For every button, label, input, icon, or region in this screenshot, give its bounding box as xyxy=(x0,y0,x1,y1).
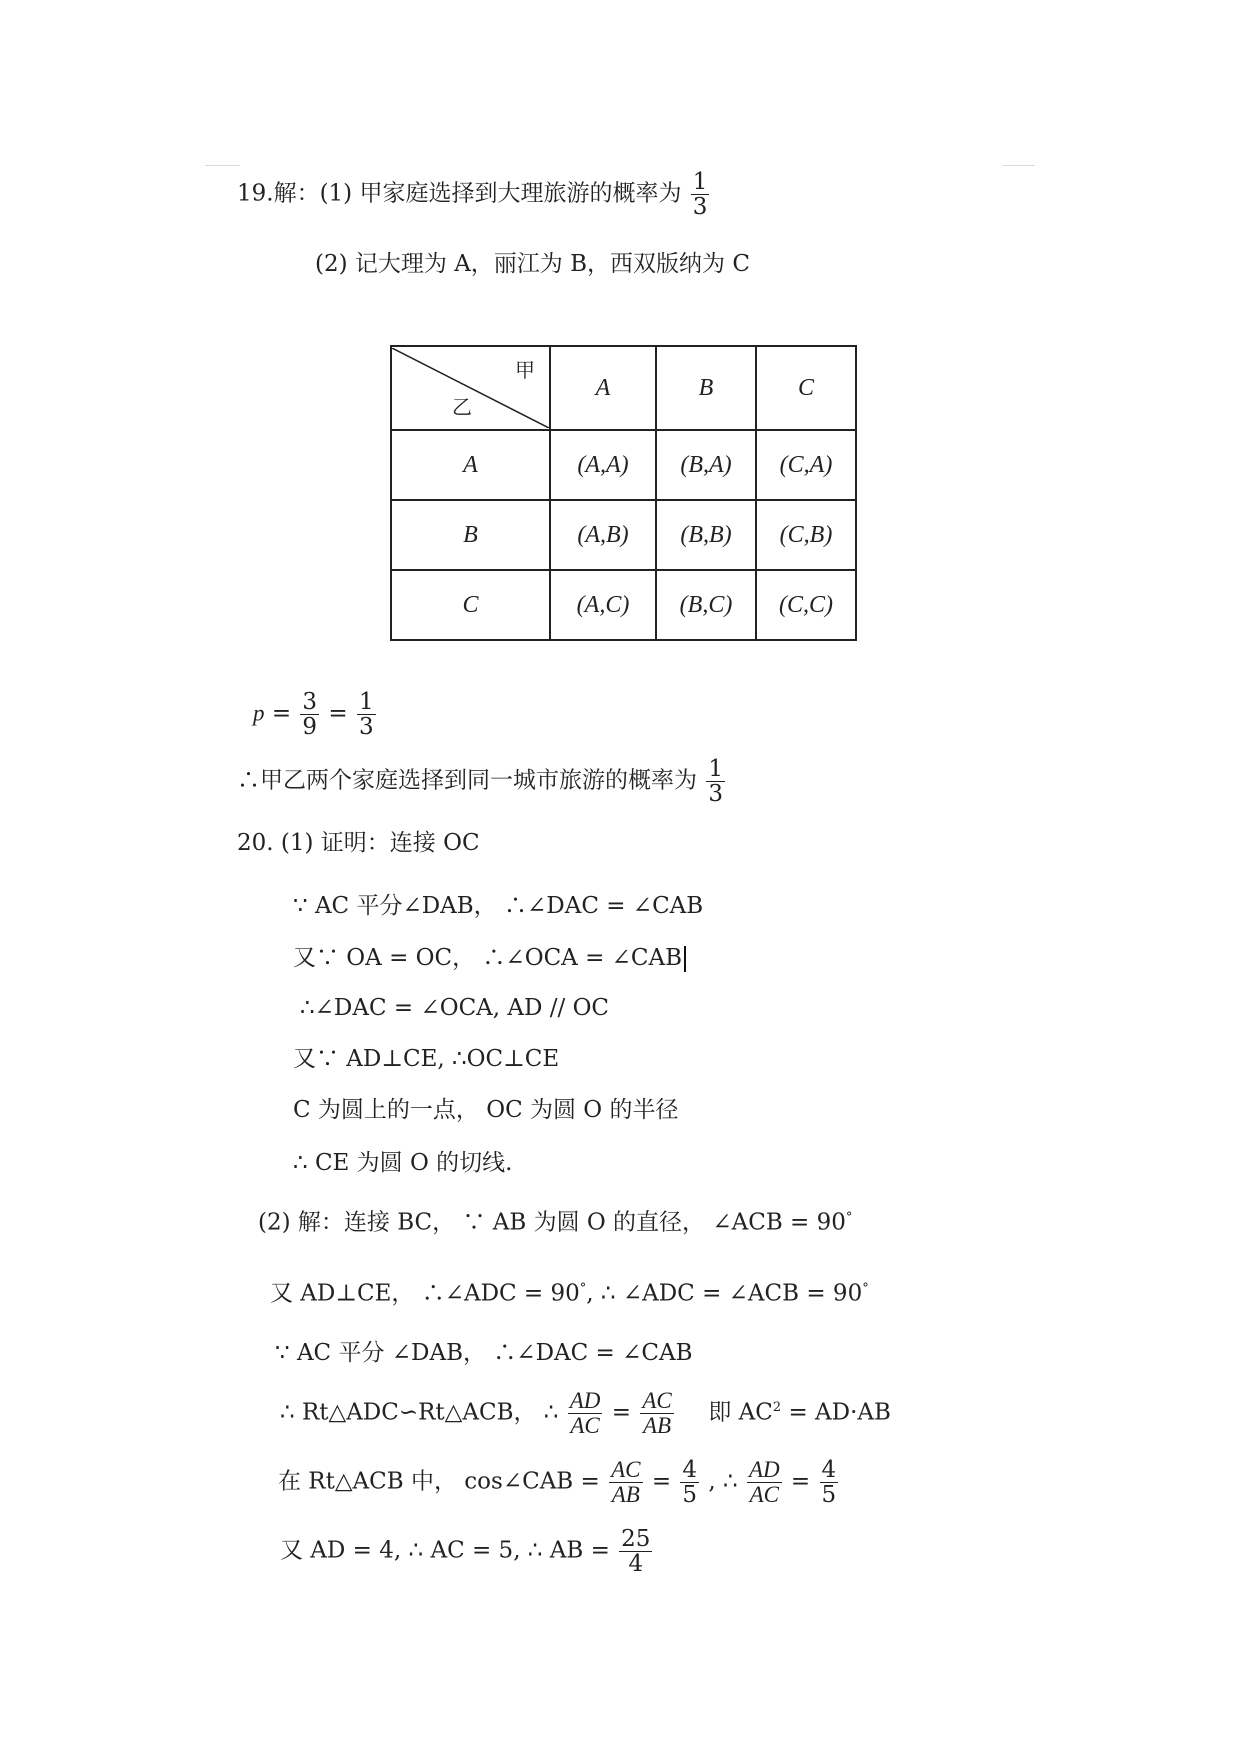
q19-line1-fraction xyxy=(691,170,710,219)
conclusion-text: ∴甲乙两个家庭选择到同一城市旅游的概率为 xyxy=(237,767,697,794)
q20-part1-title: 20. (1) 证明：连接 OC xyxy=(237,830,480,856)
degree-mark: ° xyxy=(862,1281,869,1296)
part2-line5-text-b: , ∴ xyxy=(708,1468,738,1495)
outcome-table xyxy=(390,345,857,641)
proof-step-3: ∴∠DAC = ∠OCA, AD // OC xyxy=(300,995,610,1021)
fraction-denominator: 4 xyxy=(628,1551,644,1578)
proof-step-2 xyxy=(293,946,686,972)
q20-part2-line6 xyxy=(280,1527,654,1576)
corner-label-yi: 乙 xyxy=(452,395,472,419)
equals-sign: = xyxy=(611,1399,631,1426)
fraction-numerator: 3 xyxy=(302,689,318,715)
table-cell: (B,A) xyxy=(656,430,756,500)
header-rule-right xyxy=(1003,165,1035,166)
fraction-numerator: AC xyxy=(611,1457,641,1482)
equals-sign: = xyxy=(271,700,292,727)
equals-sign: = xyxy=(790,1468,811,1495)
fraction-denominator: AC xyxy=(570,1413,600,1439)
fraction-numerator: 25 xyxy=(621,1526,651,1552)
ratio-fraction-ad-ac-2 xyxy=(747,1458,782,1507)
cos-fraction-ac-ab xyxy=(609,1458,642,1507)
header-rule-left xyxy=(205,165,240,166)
prob-fraction-1 xyxy=(300,690,319,739)
part2-line2-text-a: 又 AD⊥CE， ∴∠ADC = 90 xyxy=(270,1280,580,1307)
table-cell: (C,B) xyxy=(756,500,856,570)
table-cell: (C,C) xyxy=(756,570,856,640)
fraction-denominator: AB xyxy=(642,1413,672,1439)
probability-conclusion xyxy=(237,757,727,806)
fraction-denominator: 3 xyxy=(692,194,708,221)
degree-mark: ° xyxy=(845,1210,853,1225)
row-header: B xyxy=(391,500,550,570)
col-header-c: C xyxy=(756,346,856,430)
table-row xyxy=(391,430,856,500)
fraction-denominator: 5 xyxy=(682,1482,698,1509)
q20-part2-line2 xyxy=(270,1282,869,1306)
table-corner-cell xyxy=(391,346,550,430)
square-exponent: 2 xyxy=(772,1399,782,1415)
equals-sign: = xyxy=(651,1468,672,1495)
cos-fraction-4-5 xyxy=(680,1458,699,1507)
part2-line6-text: 又 AD = 4, ∴ AC = 5, ∴ AB = xyxy=(280,1537,610,1564)
table-cell: (C,A) xyxy=(756,430,856,500)
fraction-numerator: 1 xyxy=(692,169,708,195)
probability-equation xyxy=(253,690,378,739)
proof-step-5: C 为圆上的一点， OC 为圆 O 的半径 xyxy=(293,1097,679,1123)
col-header-a: A xyxy=(550,346,656,430)
fraction-numerator: 1 xyxy=(708,756,723,782)
table-row xyxy=(391,500,856,570)
col-header-b: B xyxy=(656,346,756,430)
corner-label-jia: 甲 xyxy=(515,358,535,382)
part2-line5-text-a: 在 Rt△ACB 中， cos∠CAB = xyxy=(278,1468,600,1495)
proof-step-1: ∵ AC 平分∠DAB， ∴∠DAC = ∠CAB xyxy=(293,893,704,919)
q20-part2-line3: ∵ AC 平分 ∠DAB， ∴∠DAC = ∠CAB xyxy=(275,1340,693,1366)
part2-line4-text-a: ∴ Rt△ADC∽Rt△ACB， ∴ xyxy=(280,1399,559,1426)
table-cell: (B,C) xyxy=(656,570,756,640)
part2-line2-text-b: , ∴ ∠ADC = ∠ACB = 90 xyxy=(586,1280,863,1307)
part2-line4-text-c: = AD·AB xyxy=(781,1399,891,1426)
proof-step-4: 又∵ AD⊥CE, ∴OC⊥CE xyxy=(293,1046,560,1072)
fraction-denominator: 9 xyxy=(302,714,318,741)
fraction-denominator: AC xyxy=(749,1482,779,1508)
fraction-numerator: 4 xyxy=(821,1457,837,1483)
proof-step-6: ∴ CE 为圆 O 的切线. xyxy=(293,1150,513,1176)
row-header: C xyxy=(391,570,550,640)
prob-symbol: p xyxy=(253,700,265,726)
fraction-denominator: 5 xyxy=(821,1482,837,1509)
ratio-fraction-ad-ac xyxy=(568,1389,603,1438)
q19-line1-text: 19.解：(1) 甲家庭选择到大理旅游的概率为 xyxy=(237,180,682,207)
ratio-fraction-4-5-2 xyxy=(820,1458,839,1507)
fraction-denominator: 3 xyxy=(358,714,374,741)
degree-mark: ° xyxy=(579,1281,587,1296)
fraction-numerator: AD xyxy=(748,1457,780,1482)
text-cursor xyxy=(684,946,686,972)
fraction-denominator: AB xyxy=(611,1482,640,1508)
table-cell: (A,C) xyxy=(550,570,656,640)
table-row xyxy=(391,570,856,640)
part2-line1-text: (2) 解：连接 BC， ∵ AB 为圆 O 的直径， ∠ACB = 90 xyxy=(258,1209,846,1236)
row-header: A xyxy=(391,430,550,500)
q20-part2-line1 xyxy=(258,1211,852,1235)
prob-fraction-2 xyxy=(357,690,376,739)
fraction-numerator: AD xyxy=(569,1388,601,1413)
fraction-numerator: 1 xyxy=(358,689,374,715)
fraction-denominator: 3 xyxy=(708,781,723,808)
table-cell: (B,B) xyxy=(656,500,756,570)
part2-line4-text-b: 即 AC xyxy=(708,1399,773,1426)
ratio-fraction-ac-ab xyxy=(640,1389,673,1438)
q19-line1 xyxy=(237,170,711,219)
table-cell: (A,B) xyxy=(550,500,656,570)
equals-sign: = xyxy=(328,700,348,727)
table-cell: (A,A) xyxy=(550,430,656,500)
proof-step-2-text: 又∵ OA = OC， ∴∠OCA = ∠CAB xyxy=(293,945,683,971)
fraction-numerator: 4 xyxy=(682,1457,698,1483)
ab-fraction xyxy=(619,1527,652,1576)
q19-line2: (2) 记大理为 A，丽江为 B，西双版纳为 C xyxy=(315,251,750,277)
q20-part2-line5 xyxy=(278,1458,840,1507)
conclusion-fraction xyxy=(706,757,725,806)
q20-part2-line4 xyxy=(280,1389,891,1438)
fraction-numerator: AC xyxy=(642,1388,672,1413)
table-header-row xyxy=(391,346,856,430)
